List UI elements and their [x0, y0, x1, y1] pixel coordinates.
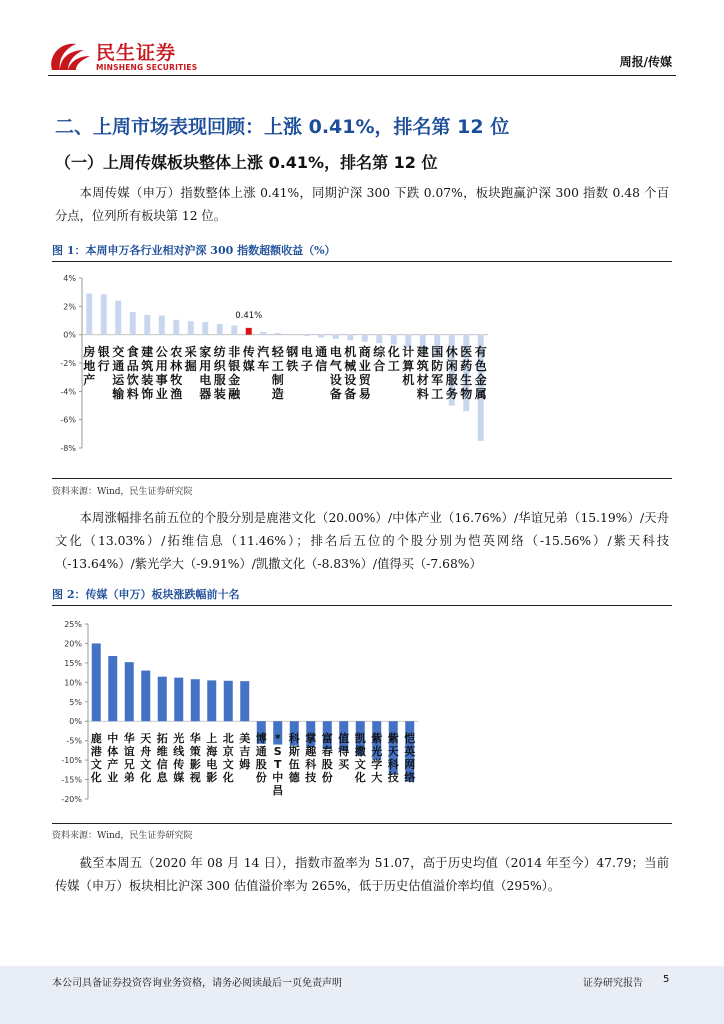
- category-label: 备: [344, 387, 357, 401]
- category-label: 影: [206, 771, 218, 784]
- category-label: 传: [242, 345, 255, 359]
- category-label: 公: [155, 345, 168, 359]
- bar: [207, 680, 216, 721]
- category-label: 博: [255, 732, 267, 745]
- category-label: 汽: [257, 345, 270, 359]
- category-label: 地: [83, 359, 96, 373]
- category-label: 务: [445, 387, 458, 401]
- category-label: 天: [387, 745, 399, 758]
- category-label: 传: [173, 758, 185, 771]
- category-label: 贸: [358, 373, 371, 387]
- category-label: 器: [199, 387, 212, 401]
- category-label: 华: [123, 732, 135, 745]
- category-label: 采: [184, 345, 197, 359]
- category-label: 军: [431, 373, 444, 387]
- y-tick-label: -2%: [60, 359, 76, 368]
- bar: [333, 335, 339, 339]
- minsheng-logo-icon: [46, 36, 94, 76]
- category-label: 渔: [170, 387, 183, 401]
- bar: [260, 332, 266, 335]
- category-label: 食: [126, 345, 139, 359]
- y-tick-label: 5%: [69, 697, 82, 707]
- category-label: 份: [321, 771, 333, 784]
- brand-name-en: MINSHENG SECURITIES: [96, 63, 198, 72]
- category-label: 工: [271, 359, 284, 373]
- category-label: 鹿: [90, 732, 102, 745]
- category-label: 英: [404, 745, 416, 758]
- bar: [362, 335, 368, 342]
- category-label: 车: [257, 359, 270, 373]
- category-label: 家: [199, 345, 212, 359]
- category-label: 掘: [184, 359, 197, 373]
- footer-report-label: 证券研究报告: [583, 978, 643, 989]
- category-label: 富: [321, 732, 333, 745]
- y-tick-label: 10%: [64, 678, 82, 688]
- category-label: 装: [213, 387, 226, 401]
- category-label: 兄: [123, 758, 135, 771]
- category-label: 筑: [416, 359, 429, 373]
- category-label: 北: [222, 732, 234, 745]
- category-label: 行: [97, 359, 110, 373]
- category-label: 文: [222, 758, 234, 771]
- category-label: 织: [213, 359, 226, 373]
- category-label: 份: [255, 771, 267, 784]
- category-label: 输: [112, 387, 125, 401]
- header-divider: [48, 75, 676, 76]
- category-label: 建: [141, 345, 154, 359]
- category-label: 用: [199, 359, 212, 373]
- section-title: 二、上周市场表现回顾：上涨 0.41%，排名第 12 位: [55, 116, 510, 138]
- category-label: 光: [173, 732, 185, 745]
- category-label: 股: [255, 758, 267, 771]
- category-label: 合: [373, 359, 386, 373]
- y-tick-label: -8%: [60, 444, 76, 453]
- subsection-title: （一）上周传媒板块整体上涨 0.41%，排名第 12 位: [55, 153, 438, 172]
- y-tick-label: 4%: [63, 274, 76, 283]
- category-label: 林: [170, 359, 183, 373]
- bar: [231, 325, 237, 334]
- category-label: 港: [90, 745, 102, 758]
- category-label: 生: [460, 373, 473, 387]
- y-tick-label: 15%: [64, 658, 82, 668]
- bar: [188, 321, 194, 334]
- category-label: 饰: [141, 387, 154, 401]
- category-label: 吉: [239, 745, 251, 758]
- category-label: 工: [387, 359, 400, 373]
- paragraph-top-stocks: 本周涨幅排名前五位的个股分别是鹿港文化（20.00%）/中体产业（16.76%）/华谊兄弟（15.19%）/天舟文化（13.03%）/拓维信息（11.46%）；排名后五位的个股分别为恺英网络（-15.56%）/紫天科技（-13.64%）/紫光学大（-9.91%）/凯撒文化（-8.83%）/值得买（-7.68%）: [55, 511, 669, 571]
- category-label: 信: [315, 359, 328, 373]
- category-label: 天: [140, 732, 152, 745]
- industry-excess-return-chart: [52, 266, 672, 466]
- category-label: 影: [189, 758, 201, 771]
- category-label: 京: [222, 745, 234, 758]
- category-label: 药: [460, 359, 473, 373]
- category-label: 铁: [286, 359, 299, 373]
- category-label: 医: [460, 345, 473, 359]
- category-label: 房: [83, 345, 96, 359]
- bar: [115, 301, 121, 335]
- category-label: 视: [189, 771, 201, 784]
- figure1-title: 图 1：本周申万各行业相对沪深 300 指数超额收益（%）: [52, 244, 336, 257]
- category-label: 机: [402, 373, 415, 387]
- category-label: 值: [338, 732, 350, 745]
- media-stock-movers-chart: [52, 612, 672, 817]
- category-label: 媒: [173, 771, 185, 784]
- category-label: 科: [387, 758, 399, 771]
- category-label: 银: [228, 359, 241, 373]
- y-tick-label: 2%: [63, 302, 76, 312]
- category-label: 产: [83, 373, 96, 387]
- category-label: 国: [431, 345, 444, 359]
- category-label: 弟: [123, 771, 135, 784]
- category-label: 学: [371, 758, 383, 771]
- category-label: 华: [189, 732, 201, 745]
- category-label: 制: [271, 373, 284, 387]
- category-label: 化: [222, 771, 234, 784]
- category-label: 谊: [123, 745, 135, 758]
- bar: [125, 662, 134, 721]
- bar: [108, 656, 117, 721]
- paragraph-valuation: 截至本周五（2020 年 08 月 14 日），指数市盈率为 51.07，高于历史均值（2014 年至今）47.79；当前传媒（申万）板块相比沪深 300 估值溢价率为 265%，低于历史估值溢价率均值（295%）。: [55, 856, 669, 893]
- bar: [224, 681, 233, 721]
- bar: [86, 294, 92, 335]
- category-label: 算: [402, 359, 415, 373]
- bar: [159, 316, 165, 335]
- category-label: 综: [373, 345, 386, 359]
- category-label: 金: [228, 373, 241, 387]
- y-tick-label: -20%: [61, 795, 82, 804]
- figure1-top-rule: [52, 261, 672, 262]
- category-label: 媒: [242, 359, 255, 373]
- y-tick-label: 0%: [69, 717, 82, 727]
- y-tick-label: 20%: [64, 639, 82, 649]
- category-label: 紫: [387, 732, 399, 745]
- bar: [158, 677, 167, 722]
- category-label: 用: [155, 359, 168, 373]
- category-label: 姆: [239, 758, 251, 771]
- category-label: 备: [329, 387, 342, 401]
- category-label: 钢: [286, 345, 299, 359]
- category-label: 筑: [141, 359, 154, 373]
- category-label: *: [274, 732, 281, 745]
- y-tick-label: -6%: [60, 415, 76, 425]
- bar: [376, 335, 382, 344]
- category-label: 趣: [305, 745, 317, 758]
- category-label: 休: [445, 345, 458, 359]
- category-label: 运: [112, 373, 125, 387]
- category-label: 服: [213, 373, 226, 387]
- category-label: 掌: [305, 732, 317, 745]
- category-label: 体: [107, 745, 119, 758]
- category-label: 光: [371, 745, 383, 758]
- category-label: 物: [460, 387, 473, 401]
- paragraph-sector-summary: 本周传媒（申万）指数整体上涨 0.41%，同期沪深 300 下跌 0.07%，板块跑赢沪深 300 指数 0.48 个百分点，位列所有板块第 12 位。: [55, 186, 669, 223]
- category-label: 海: [206, 745, 218, 758]
- category-label: 纺: [213, 345, 226, 359]
- category-label: 工: [431, 387, 444, 401]
- category-label: 业: [358, 359, 371, 373]
- bar: [191, 679, 200, 721]
- category-label: 通: [255, 745, 267, 758]
- category-label: 化: [140, 771, 152, 784]
- category-label: 属: [474, 387, 487, 401]
- category-label: 牧: [170, 373, 183, 387]
- category-label: 银: [97, 345, 110, 359]
- figure2-source: 资料来源：Wind，民生证券研究院: [52, 831, 193, 841]
- bar: [202, 322, 208, 335]
- bar: [246, 328, 252, 335]
- category-label: 科: [305, 758, 317, 771]
- category-label: 材: [416, 373, 429, 387]
- y-tick-label: -15%: [61, 775, 82, 785]
- category-label: 计: [402, 345, 415, 359]
- footer-disclaimer: 本公司具备证券投资咨询业务资格，请务必阅读最后一页免责声明: [52, 978, 342, 989]
- category-label: 料: [126, 387, 139, 401]
- category-label: 中: [272, 771, 284, 784]
- category-label: 络: [404, 771, 416, 784]
- bar: [304, 335, 310, 336]
- category-label: 设: [329, 373, 342, 387]
- bar: [391, 335, 397, 345]
- category-label: 伍: [288, 758, 300, 771]
- category-label: 股: [321, 758, 333, 771]
- category-label: 春: [321, 745, 333, 758]
- category-label: 气: [329, 359, 342, 373]
- page-number: 5: [663, 974, 670, 985]
- category-label: 化: [354, 771, 366, 784]
- category-label: 恺: [404, 732, 416, 745]
- y-tick-label: 25%: [64, 620, 82, 629]
- category-label: 大: [371, 771, 383, 784]
- category-label: 机: [344, 345, 357, 359]
- category-label: 饮: [126, 373, 139, 387]
- category-label: 化: [387, 345, 400, 359]
- category-label: 防: [431, 359, 444, 373]
- figure2-bottom-rule: [52, 823, 672, 824]
- category-label: 商: [358, 345, 371, 359]
- category-label: 息: [156, 771, 168, 784]
- bar: [141, 671, 150, 722]
- category-label: 金: [474, 373, 487, 387]
- bar: [101, 294, 107, 334]
- category-label: 紫: [371, 732, 383, 745]
- category-label: T: [273, 758, 282, 771]
- category-label: 策: [189, 745, 201, 758]
- category-label: 产: [107, 758, 119, 771]
- category-label: 轻: [271, 345, 284, 359]
- category-label: 业: [155, 387, 168, 401]
- category-label: 信: [156, 758, 168, 771]
- category-label: 斯: [288, 745, 300, 758]
- category-label: 有: [474, 345, 487, 359]
- y-tick-label: -5%: [66, 736, 82, 746]
- bar: [144, 315, 150, 335]
- bar: [174, 678, 183, 722]
- y-tick-label: -4%: [60, 387, 76, 397]
- category-label: 通: [315, 345, 328, 359]
- brand-name-cn: 民生证券: [96, 42, 177, 64]
- category-label: 舟: [140, 745, 152, 758]
- category-label: 文: [90, 758, 102, 771]
- category-label: 业: [107, 771, 119, 784]
- category-label: 中: [107, 732, 119, 745]
- bar: [240, 681, 249, 721]
- category-label: 建: [416, 345, 429, 359]
- category-label: 得: [338, 745, 350, 758]
- category-label: 线: [173, 745, 185, 758]
- category-label: 械: [344, 359, 357, 373]
- category-label: 非: [228, 345, 241, 359]
- category-label: 拓: [156, 732, 168, 745]
- category-label: 技: [305, 771, 317, 784]
- category-label: 技: [387, 771, 399, 784]
- figure2-top-rule: [52, 605, 672, 606]
- figure1-source: 资料来源：Wind，民生证券研究院: [52, 487, 193, 497]
- category-label: 凯: [354, 732, 366, 745]
- category-label: 融: [228, 387, 241, 401]
- category-label: 电: [199, 373, 212, 387]
- category-label: 子: [300, 359, 313, 373]
- bar: [275, 333, 281, 335]
- category-label: 交: [112, 345, 125, 359]
- bar: [318, 335, 324, 338]
- category-label: 美: [239, 732, 251, 745]
- category-label: 化: [90, 771, 102, 784]
- category-label: 设: [344, 373, 357, 387]
- y-tick-label: -10%: [61, 756, 82, 766]
- category-label: 通: [112, 359, 125, 373]
- category-label: 买: [338, 758, 350, 771]
- category-label: 上: [206, 732, 218, 745]
- report-type-label: 周报/传媒: [619, 55, 672, 69]
- figure2-title: 图 2：传媒（申万）板块涨跌幅前十名: [52, 588, 240, 601]
- category-label: 电: [206, 758, 218, 771]
- category-label: 品: [126, 359, 139, 373]
- bar: [130, 312, 136, 335]
- category-label: 造: [271, 387, 284, 401]
- category-label: 文: [354, 758, 366, 771]
- category-label: 维: [156, 745, 168, 758]
- y-tick-label: 0%: [63, 330, 76, 340]
- page-header: [0, 0, 724, 80]
- bar: [289, 334, 295, 335]
- category-label: 易: [358, 387, 371, 401]
- category-label: 昌: [272, 784, 284, 797]
- category-label: 农: [170, 345, 183, 359]
- category-label: 服: [445, 373, 458, 387]
- bar: [217, 324, 223, 335]
- bar: [173, 320, 179, 335]
- category-label: 色: [474, 359, 487, 373]
- category-label: 科: [288, 732, 300, 745]
- category-label: 电: [329, 345, 342, 359]
- category-label: 电: [300, 345, 313, 359]
- category-label: 文: [140, 758, 152, 771]
- category-label: 网: [404, 758, 416, 771]
- category-label: 闲: [445, 359, 458, 373]
- data-label: 0.41%: [235, 310, 263, 321]
- category-label: 料: [416, 387, 429, 401]
- category-label: 装: [141, 373, 154, 387]
- bar: [92, 643, 101, 721]
- category-label: 撒: [354, 745, 366, 758]
- bar: [347, 335, 353, 341]
- category-label: 德: [288, 771, 300, 784]
- category-label: 事: [155, 373, 168, 387]
- category-label: S: [273, 745, 282, 758]
- figure1-bottom-rule: [52, 478, 672, 479]
